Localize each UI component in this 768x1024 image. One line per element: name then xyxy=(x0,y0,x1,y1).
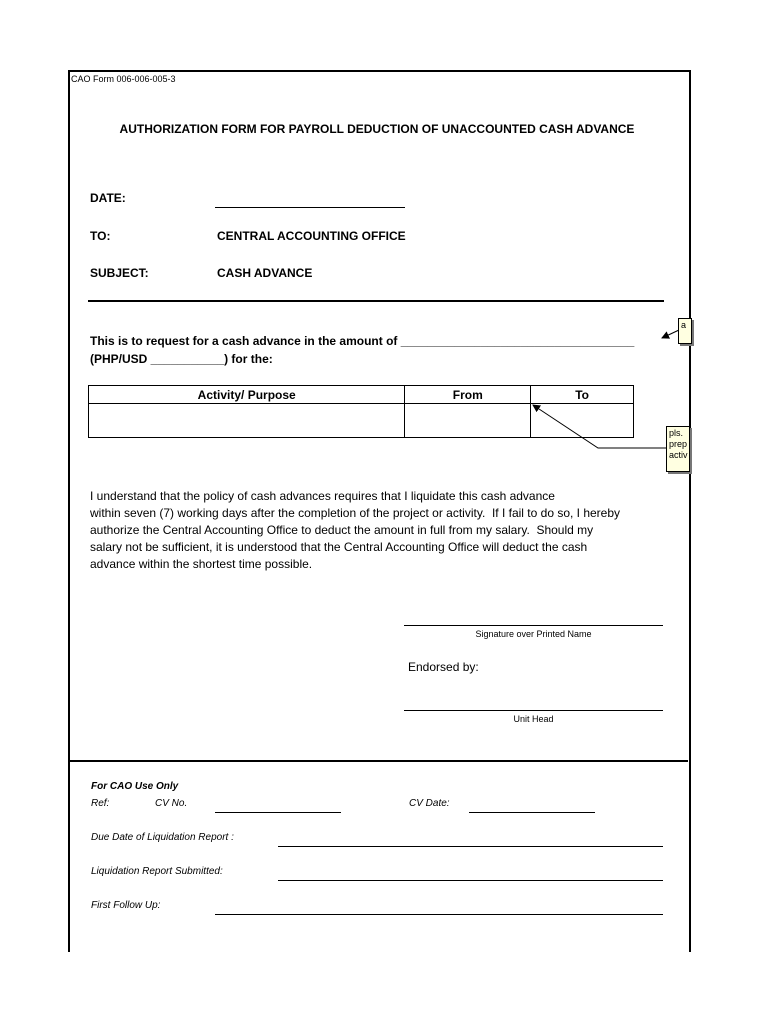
form-code: CAO Form 006-006-005-3 xyxy=(71,74,176,84)
request-currency-line: (PHP/USD ___________) for the: xyxy=(90,352,273,366)
ref-label: Ref: xyxy=(91,798,110,809)
comment-note-amount[interactable] xyxy=(678,318,692,344)
comment-note-line: pls. xyxy=(669,428,684,438)
request-amount-line: This is to request for a cash advance in the amount of ___________________________________ xyxy=(90,334,635,348)
date-label: DATE: xyxy=(90,191,126,205)
comment-note-activity[interactable] xyxy=(666,426,690,472)
report-submitted-label: Liquidation Report Submitted: xyxy=(91,866,223,877)
policy-line: advance within the shortest time possible. xyxy=(90,557,313,571)
endorsed-by-label: Endorsed by: xyxy=(408,660,479,674)
cao-use-only-heading: For CAO Use Only xyxy=(91,781,179,792)
comment-note-line: prep xyxy=(669,439,688,449)
signature-caption: Signature over Printed Name xyxy=(475,629,592,639)
policy-line: salary not be sufficient, it is understood that the Central Accounting Office will deduct the cash xyxy=(90,540,588,554)
subject-label: SUBJECT: xyxy=(90,266,149,280)
policy-line: I understand that the policy of cash advances requires that I liquidate this cash advance xyxy=(90,489,555,503)
policy-line: authorize the Central Accounting Office to deduct the amount in full from my salary. Should my xyxy=(90,523,594,537)
subject-value: CASH ADVANCE xyxy=(217,266,313,280)
from-header: From xyxy=(405,386,531,404)
to-header: To xyxy=(531,386,634,404)
comment-arrow-amount xyxy=(662,330,679,338)
activity-purpose-header: Activity/ Purpose xyxy=(89,386,405,404)
cv-no-label: CV No. xyxy=(155,798,188,809)
comment-note-line: activ xyxy=(669,450,688,460)
comment-arrow-to-cell xyxy=(533,405,668,448)
policy-line: within seven (7) working days after the completion of the project or activity. If I fail to do so, I hereby xyxy=(90,506,621,520)
first-follow-up-label: First Follow Up: xyxy=(91,900,161,911)
unit-head-caption: Unit Head xyxy=(513,714,554,724)
cv-date-label: CV Date: xyxy=(409,798,450,809)
form-title: AUTHORIZATION FORM FOR PAYROLL DEDUCTION OF UNACCOUNTED CASH ADVANCE xyxy=(119,122,635,136)
to-label: TO: xyxy=(90,229,111,243)
to-value: CENTRAL ACCOUNTING OFFICE xyxy=(217,229,406,243)
due-date-label: Due Date of Liquidation Report : xyxy=(91,832,234,843)
comment-note-text: a xyxy=(681,320,687,330)
